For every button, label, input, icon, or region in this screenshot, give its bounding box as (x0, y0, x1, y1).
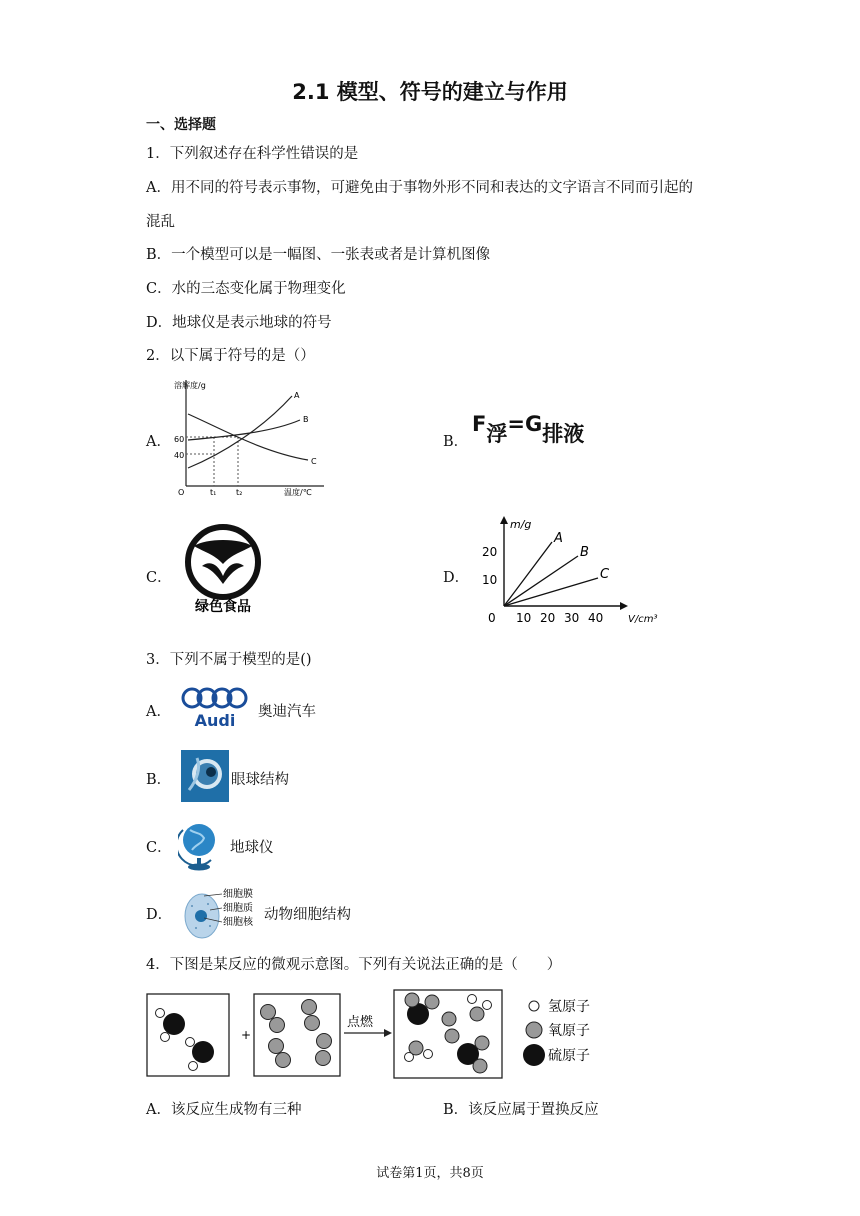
graph-d-xtick-10: 10 (516, 611, 532, 625)
buoyancy-formula: F浮=G排液 (472, 412, 585, 446)
line-c (504, 578, 598, 606)
q2-stem: 2．以下属于符号的是（） (146, 348, 315, 364)
arrow-condition: 点燃 (347, 1015, 374, 1030)
q4-stem: 4．下图是某反应的微观示意图。下列有关说法正确的是（ ） (146, 957, 562, 973)
q3-option-c-label: C． (146, 840, 172, 856)
line-c-label: C (600, 567, 610, 582)
graph-d-xtick-20: 20 (540, 611, 556, 625)
q1-option-c: C．水的三态变化属于物理变化 (146, 281, 346, 297)
graph-a-ytick-40: 40 (174, 451, 185, 460)
legend-oxygen: 氧原子 (548, 1023, 590, 1039)
animal-cell-image (182, 886, 262, 940)
cell-label-nucleus: 细胞核 (223, 917, 253, 928)
graph-d-xtick-0: 0 (488, 611, 496, 625)
graph-a-ylabel: 溶解度/g (174, 381, 206, 390)
graph-d-xlabel: V/cm³ (628, 614, 658, 625)
q2-option-b-label: B． (443, 434, 469, 450)
graph-d-ytick-20: 20 (482, 545, 498, 559)
reaction-micro-diagram (146, 988, 616, 1080)
q3-option-d-label: D． (146, 907, 173, 923)
globe-image (178, 820, 222, 872)
graph-a-xtick-t2: t₂ (236, 488, 243, 496)
curve-b-label: B (303, 415, 309, 424)
line-b-label: B (580, 545, 589, 560)
audi-word: Audi (194, 711, 236, 730)
page-footer: 试卷第1页，共8页 (376, 1166, 484, 1181)
audi-logo (180, 684, 250, 730)
q3-option-b-text: 眼球结构 (231, 772, 289, 788)
curve-c-label: C (311, 457, 317, 466)
line-a (504, 542, 552, 606)
line-a-label: A (554, 531, 563, 546)
curve-a (188, 396, 292, 468)
q2-option-a-label: A． (146, 434, 171, 450)
logo-caption: 绿色食品 (195, 599, 251, 615)
q3-option-a-text: 奥迪汽车 (258, 704, 316, 720)
page-title: 2.1 模型、符号的建立与作用 (292, 80, 568, 104)
mass-volume-graph (478, 514, 664, 626)
graph-d-ylabel: m/g (510, 518, 532, 531)
graph-d-ytick-10: 10 (482, 573, 498, 587)
curve-a-label: A (294, 391, 300, 400)
legend-sulfur: 硫原子 (548, 1048, 590, 1064)
q2-option-c-label: C． (146, 570, 172, 586)
graph-a-ytick-60: 60 (174, 435, 185, 444)
cell-label-membrane: 细胞膜 (223, 889, 253, 900)
graph-d-xtick-40: 40 (588, 611, 604, 625)
line-b (504, 556, 578, 606)
graph-a-xtick-t1: t₁ (210, 488, 217, 496)
q4-option-a: A．该反应生成物有三种 (146, 1102, 302, 1118)
graph-a-xlabel: 温度/℃ (284, 488, 312, 496)
solubility-curve-graph (172, 374, 330, 496)
section-heading: 一、选择题 (146, 117, 216, 133)
cell-label-cytoplasm: 细胞质 (223, 903, 253, 914)
eyeball-image (181, 750, 229, 802)
q1-option-b: B．一个模型可以是一幅图、一张表或者是计算机图像 (146, 247, 491, 263)
legend-hydrogen: 氢原子 (548, 999, 590, 1015)
q3-option-d-text: 动物细胞结构 (264, 907, 351, 923)
q3-option-b-label: B． (146, 772, 172, 788)
q1-option-a-cont: 混乱 (146, 214, 175, 230)
graph-d-xtick-30: 30 (564, 611, 580, 625)
q3-stem: 3．下列不属于模型的是() (146, 652, 312, 668)
q1-option-d: D．地球仪是表示地球的符号 (146, 315, 332, 331)
q3-option-a-label: A． (146, 704, 171, 720)
q1-option-a: A．用不同的符号表示事物，可避免由于事物外形不同和表达的文字语言不同而引起的 (146, 180, 693, 196)
q3-option-c-text: 地球仪 (230, 840, 274, 856)
q4-option-b: B．该反应属于置换反应 (443, 1102, 599, 1118)
graph-a-origin: O (178, 488, 185, 496)
q1-stem: 1．下列叙述存在科学性错误的是 (146, 146, 359, 162)
plus-sign: + (241, 1028, 252, 1042)
green-food-logo (172, 524, 274, 616)
q2-option-d-label: D． (443, 570, 470, 586)
